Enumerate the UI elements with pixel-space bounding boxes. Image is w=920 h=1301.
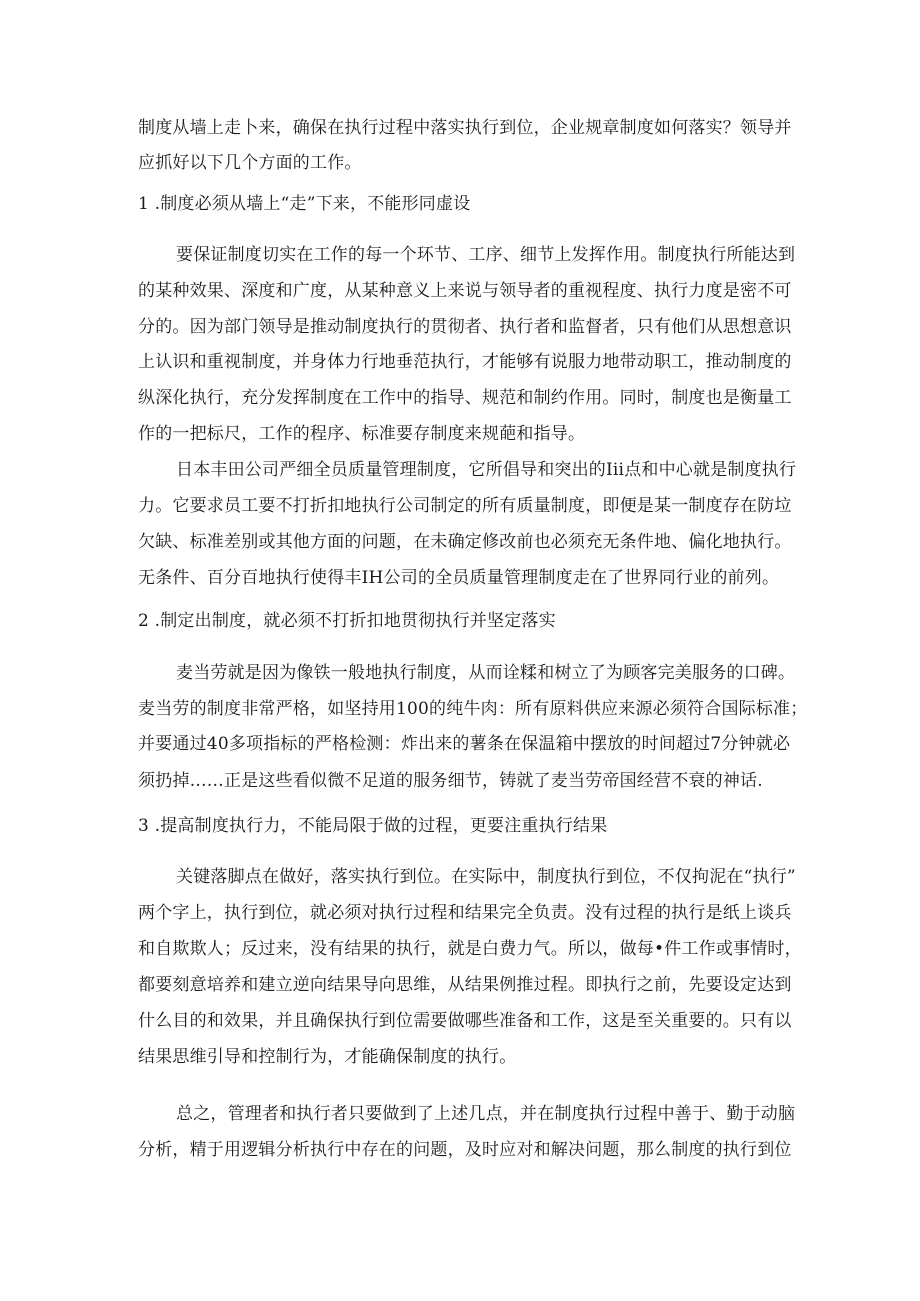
paragraph-line: 力。它要求员工要不打折扣地执行公司制定的所有质量制度，即便是某一制度存在防垃 <box>138 496 792 516</box>
section-3-heading: 3 .提高制度执行力，不能局限于做的过程，更要注重执行结果 <box>138 816 608 836</box>
paragraph-line: 纵深化执行，充分发挥制度在工作中的指导、规范和制约作用。同时，制度也是衡量工 <box>138 388 792 408</box>
paragraph-line: 欠缺、标准差别或其他方面的问题，在未确定修改前也必须充无条件地、偏化地执行。 <box>138 532 792 552</box>
intro-line: 应抓好以下几个方面的工作。 <box>138 153 362 173</box>
paragraph-line: 要保证制度切实在工作的每一个环节、工序、细节上发挥作用。制度执行所能达到 <box>176 245 796 265</box>
paragraph-line: 的某种效果、深度和广度，从某种意义上来说与领导者的重视程度、执行力度是密不可 <box>138 281 792 301</box>
paragraph-line: 和自欺欺人；反过来，没有结果的执行，就是白费力气。所以，做每•件工作或事情时， <box>138 939 802 959</box>
paragraph-line: 什么目的和效果，并且确保执行到位需要做哪些准备和工作，这是至关重要的。只有以 <box>138 1011 792 1031</box>
paragraph-line: 总之，管理者和执行者只要做到了上述几点，并在制度执行过程中善于、勤于动脑 <box>176 1104 796 1124</box>
paragraph-line: 作的一把标尺，工作的程序、标准要存制度来规葩和指导。 <box>138 424 586 444</box>
paragraph-line: 分析，精于用逻辑分析执行中存在的问题，及时应对和解决问题，那么制度的执行到位 <box>138 1140 792 1160</box>
paragraph-line: 分的。因为部门领导是推动制度执行的贯彻者、执行者和监督者，只有他们从思想意识 <box>138 317 792 337</box>
paragraph-line: 日本丰田公司严细全员质量管理制度，它所倡导和突出的Iii点和中心就是制度执行 <box>176 460 797 480</box>
paragraph-line: 两个字上，执行到位，就必须对执行过程和结果完全负责。没有过程的执行是纸上谈兵 <box>138 903 792 923</box>
paragraph-line: 须扔掉……正是这些看似微不足道的服务细节，铸就了麦当劳帝国经营不衰的神话. <box>138 771 763 791</box>
paragraph-line: 麦当劳就是因为像铁一般地执行制度，从而诠糅和树立了为顾客完美服务的口碑。 <box>176 663 796 683</box>
section-1-heading: 1 .制度必须从墙上“走”下来，不能形同虚设 <box>138 194 471 214</box>
paragraph-line: 都要刻意培养和建立逆向结果导向思维，从结果例推过程。即执行之前，先要设定达到 <box>138 975 792 995</box>
paragraph-line: 结果思维引导和控制行为，才能确保制度的执行。 <box>138 1047 517 1067</box>
paragraph-line: 麦当劳的制度非常严格，如坚持用100的纯牛肉：所有原料供应来源必须符合国际标准； <box>138 699 808 719</box>
section-2-heading: 2 .制定出制度，就必须不打折扣地贯彻执行并坚定落实 <box>138 611 556 631</box>
paragraph-line: 并要通过40多项指标的严格检测：炸出来的薯条在保温箱中摆放的时间超过7分钟就必 <box>138 734 791 754</box>
intro-line: 制度从墙上走卜来，确保在执行过程中落实执行到位，企业规章制度如何落实？领导并 <box>138 118 792 138</box>
paragraph-line: 关键落脚点在做好，落实执行到位。在实际中，制度执行到位，不仅拘泥在“执行” <box>176 867 796 887</box>
paragraph-line: 上认识和重视制度，并身体力行地垂范执行，才能够有说服力地带动职工，推动制度的 <box>138 352 792 372</box>
paragraph-line: 无条件、百分百地执行使得丰IH公司的全员质量管理制度走在了世界同行业的前列。 <box>138 568 780 588</box>
